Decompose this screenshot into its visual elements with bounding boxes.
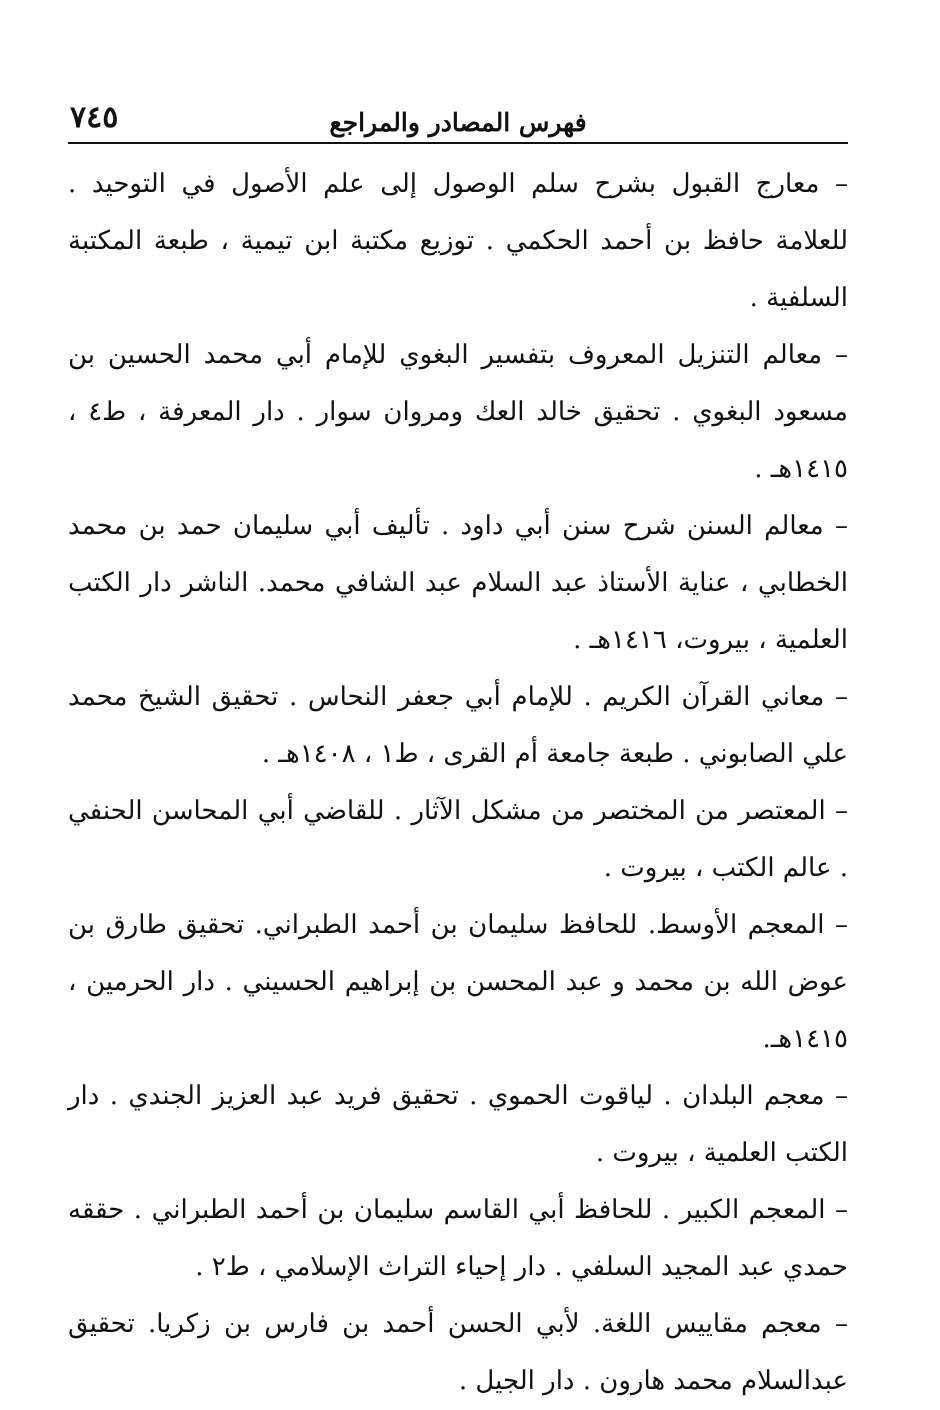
bibliography-entry: – المعجم الأوسط. للحافظ سليمان بن أحمد الطبراني. تحقيق طارق بن عوض الله بن محمد و عبد المحسن بن إبراهيم الحسيني . دار الحرمين ، ١٤١٥هـ. <box>68 910 848 1054</box>
bibliography-entry: – المعتصر من المختصر من مشكل الآثار . للقاضي أبي المحاسن الحنفي . عالم الكتب ، بيروت . <box>68 796 848 883</box>
bibliography-entry: – معارج القبول بشرح سلم الوصول إلى علم الأصول في التوحيد . للعلامة حافظ بن أحمد الحكمي . توزيع مكتبة ابن تيمية ، طبعة المكتبة السلفية . <box>68 169 848 313</box>
book-page <box>68 92 848 1410</box>
bibliography-entry: – معالم السنن شرح سنن أبي داود . تأليف أبي سليمان حمد بن محمد الخطابي ، عناية الأستاذ عبد السلام عبد الشافي محمد. الناشر دار الكتب العلمية ، بيروت، ١٤١٦هـ . <box>68 511 848 655</box>
bibliography-entry: – معجم مقاييس اللغة. لأبي الحسن أحمد بن فارس بن زكريا. تحقيق عبدالسلام محمد هارون . دار الجيل . <box>68 1309 848 1396</box>
running-title: فهرس المصادر والمراجع <box>329 108 587 137</box>
bibliography-entry: – معاني القرآن الكريم . للإمام أبي جعفر النحاس . تحقيق الشيخ محمد علي الصابوني . طبعة جامعة أم القرى ، ط١ ، ١٤٠٨هـ . <box>68 682 848 769</box>
bibliography-entry: – معالم التنزيل المعروف بتفسير البغوي للإمام أبي محمد الحسين بن مسعود البغوي . تحقيق خالد العك ومروان سوار . دار المعرفة ، ط٤ ، ١٤١٥هـ . <box>68 340 848 484</box>
page-header <box>68 92 848 144</box>
page-number: ٧٤٥ <box>70 100 119 135</box>
bibliography-entry: – معجم البلدان . لياقوت الحموي . تحقيق فريد عبد العزيز الجندي . دار الكتب العلمية ، بيروت . <box>68 1081 848 1168</box>
bibliography-entry: – المعجم الكبير . للحافظ أبي القاسم سليمان بن أحمد الطبراني . حققه حمدي عبد المجيد السلفي . دار إحياء التراث الإسلامي ، ط٢ . <box>68 1195 848 1282</box>
bibliography-list <box>68 156 848 1410</box>
